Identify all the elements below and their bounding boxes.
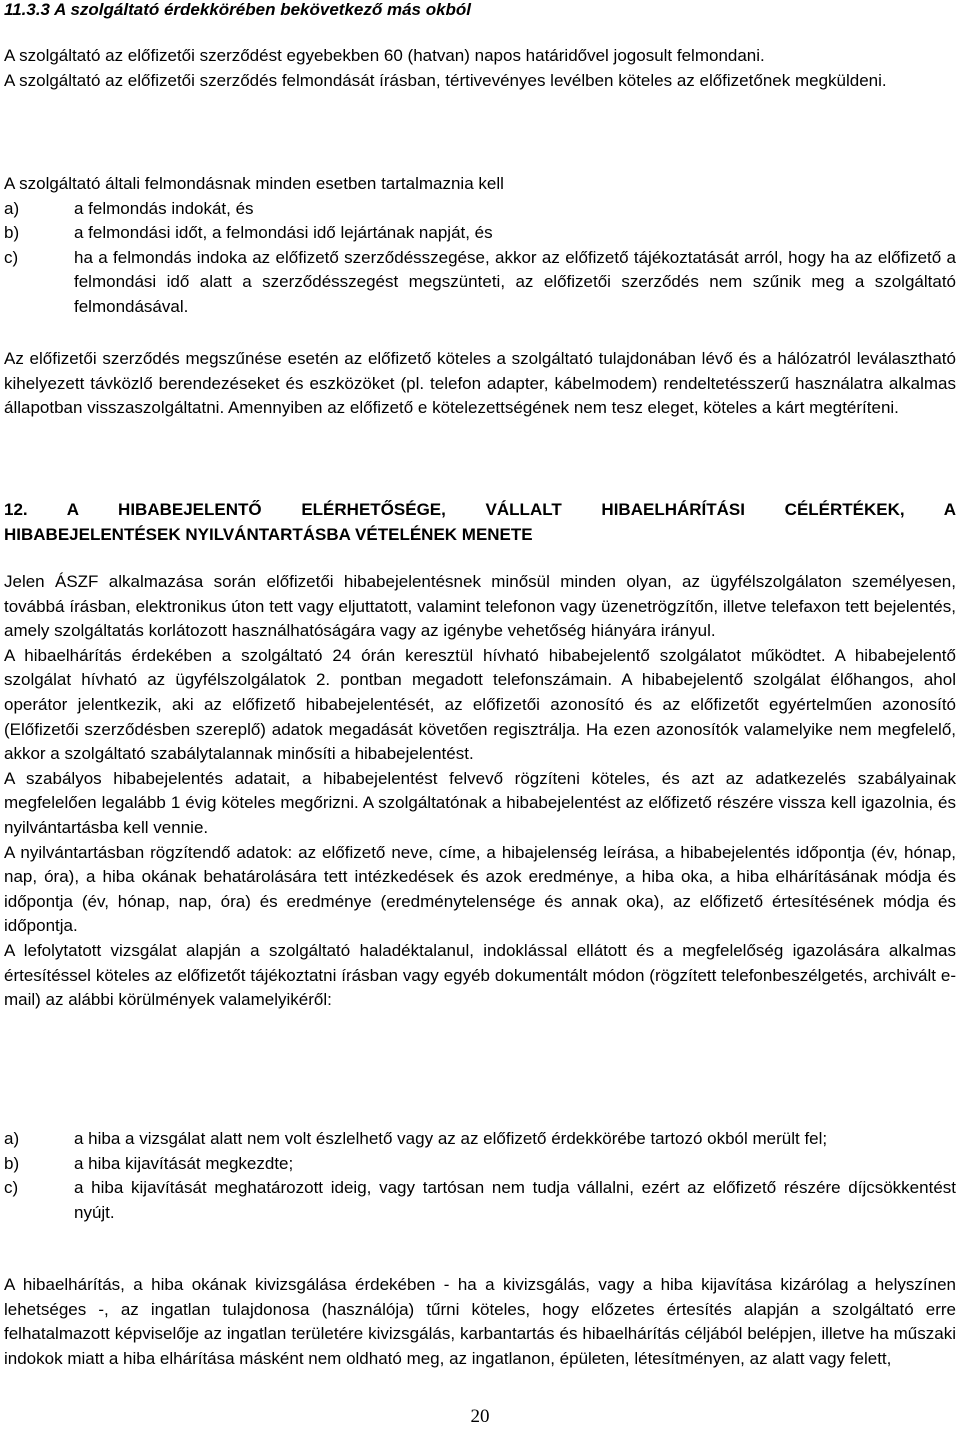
final-block	[4, 1273, 956, 1371]
item-text: a hiba a vizsgálat alatt nem volt észlelhető vagy az az előfizető érdekkörébe tartozó okból merült fel;	[74, 1129, 828, 1148]
item-label: a)	[4, 198, 20, 218]
termination-item	[4, 246, 956, 320]
item-label: b)	[4, 1153, 20, 1173]
section-title: 11.3.3 A szolgáltató érdekkörében bekövetkező más okból	[4, 0, 472, 19]
body-paragraph: A lefolytatott vizsgálat alapján a szolgáltató haladéktalanul, indoklással ellátott és a megfelelőség igazolására alkalmas értesítéssel köteles az előfizetőt tájékoztatni írásban vagy egyéb dokumentált módon (rögzített telefonbeszélgetés, archivált e-mail) az alábbi körülmények valamelyikéről:	[4, 940, 956, 1010]
equipment-paragraph: Az előfizetői szerződés megszűnése esetén az előfizető köteles a szolgáltató tulajdonában lévő és a hálózatról leválasztható kihelyezett távközlő berendezéseket és eszközöket (pl. telefon adapter, kábelmodem) rendeltetésszerű használatra alkalmas állapotban visszaszolgáltatni. Amennyiben az előfizető e kötelezettségének nem tesz eleget, köteles a kárt megtéríteni.	[4, 349, 956, 418]
body-paragraph: A szabályos hibabejelentés adatait, a hibabejelentést felvevő rögzíteni köteles, és azt az adatkezelés szabályainak megfelelően legalább 1 évig köteles megőrizni. A szolgáltatónak a hibabejelentést az előfizető részére vissza kell igazolnia, és nyilvántartásba kell vennie.	[4, 768, 956, 837]
item-text: a hiba kijavítását meghatározott ideig, vagy tartósan nem tudja vállalni, ezért az előfizető részére díjcsökkentést nyújt.	[74, 1178, 956, 1222]
chapter-heading-line-2: HIBABEJELENTÉSEK NYILVÁNTARTÁSBA VÉTELÉNEK MENETE	[4, 524, 533, 544]
item-label: c)	[4, 1178, 19, 1198]
chapter-heading-line-1: 12. A HIBABEJELENTŐ ELÉRHETŐSÉGE, VÁLLALT HIBAELHÁRÍTÁSI CÉLÉRTÉKEK, A	[4, 500, 956, 519]
item-text: ha a felmondás indoka az előfizető szerződésszegése, akkor az előfizető tájékoztatását arról, hogy ha az előfizető a felmondási idő alatt a szerződésszegést megszünteti, az előfizetői szerződés nem szűnik meg a szolgáltató felmondásával.	[74, 247, 956, 316]
item-label: b)	[4, 223, 20, 243]
body-paragraph: Jelen ÁSZF alkalmazása során előfizetői hibabejelentésnek minősül minden olyan, az ügyfélszolgálaton személyesen, továbbá írásban, elektronikus úton tett vagy eljuttatott, valamint telefonon vagy üzenetrögzítőn, illetve telefaxon tett bejelentés, amely szolgáltatás korlátozott használhatóságára vagy az igénybe vehetőség hiányára irányul.	[4, 572, 956, 641]
body-paragraph: A nyilvántartásban rögzítendő adatok: az előfizető neve, címe, a hibajelenség leírása, a hibabejelentés időpontja (év, hónap, nap, óra), a hiba okának behatárolására tett intézkedések és azok eredménye, a hiba oka, a hiba elhárításának módja és időpontja (év, hónap, nap, óra) és eredménye (eredménytelensége és annak oka), az előfizető értesítésének módja és időpontja.	[4, 842, 956, 936]
final-paragraph: A hibaelhárítás, a hiba okának kivizsgálása érdekében - ha a kivizsgálás, vagy a hiba kijavítása kizárólag a helyszínen lehetséges -, az ingatlan tulajdonosa (használója) tűrni köteles, hogy előzetes értesítés alapján a szolgáltató erre felhatalmazott képviselője az ingatlan területére kivizsgálás, karbantartás és hibaelhárítás céljából belépjen, illetve ha műszaki indokok miatt a hiba elhárítása másként nem oldható meg, az ingatlanon, épületen, létesítményen, az alatt vagy felett,	[4, 1275, 956, 1368]
intro-block	[4, 44, 956, 93]
findings-list	[4, 1127, 956, 1225]
finding-item	[4, 1152, 956, 1177]
item-label: c)	[4, 247, 19, 267]
intro-paragraph-1: A szolgáltató az előfizetői szerződést egyebekben 60 (hatvan) napos határidővel jogosult felmondani.	[4, 46, 765, 65]
termination-lead: A szolgáltató általi felmondásnak minden esetben tartalmaznia kell	[4, 174, 504, 193]
intro-paragraph-2: A szolgáltató az előfizetői szerződés felmondását írásban, tértivevényes levélben köteles az előfizetőnek megküldeni.	[4, 70, 887, 90]
equipment-block	[4, 347, 956, 421]
finding-item	[4, 1127, 956, 1152]
page-number: 20	[470, 1406, 490, 1427]
body-paragraph: A hibaelhárítás érdekében a szolgáltató 24 órán keresztül hívható hibabejelentő szolgálatot működtet. A hibabejelentő szolgálat hívható az ügyfélszolgálatok 2. pontban megadott telefonszámain. A hibabejelentő szolgálat élőhangos, ahol operátor jelentkezik, aki az előfizető hibabejelentését, az előfizetői azonosító és az előfizetőt egyértelműen azonosító (Előfizetői szerződésben szereplő) adatok megadását követően regisztrálja. Ha ezen azonosítók valamelyike nem megfelelő, akkor a szolgáltató szabálytalannak minősíti a hibabejelentést.	[4, 645, 956, 764]
item-text: a felmondás indokát, és	[74, 198, 254, 218]
item-label: a)	[4, 1129, 20, 1148]
chapter-12-heading	[4, 498, 956, 547]
item-text: a hiba kijavítását megkezdte;	[74, 1153, 294, 1173]
fault-report-block	[4, 570, 956, 1013]
item-text: a felmondási időt, a felmondási idő lejártának napját, és	[74, 223, 493, 243]
finding-item	[4, 1176, 956, 1225]
termination-block	[4, 172, 956, 320]
termination-item	[4, 197, 956, 222]
termination-item	[4, 221, 956, 246]
